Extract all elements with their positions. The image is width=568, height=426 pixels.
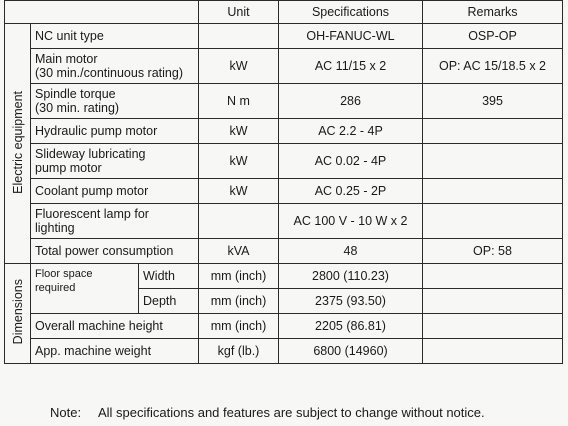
row-label-weight: App. machine weight	[31, 339, 199, 364]
spec-total-power: 48	[279, 239, 423, 264]
table-row	[5, 179, 563, 204]
table-row	[5, 49, 563, 84]
table-row	[5, 339, 563, 364]
group-electric-equipment: Electric equipment	[5, 24, 31, 264]
unit-fluorescent-lamp	[199, 204, 279, 239]
unit-coolant-pump: kW	[199, 179, 279, 204]
spec-slideway-pump: AC 0.02 - 4P	[279, 144, 423, 179]
table-row	[5, 314, 563, 339]
footnote	[50, 405, 485, 420]
row-label-height: Overall machine height	[31, 314, 199, 339]
header-row	[5, 1, 563, 24]
remarks-weight	[423, 339, 563, 364]
row-label-coolant-pump: Coolant pump motor	[31, 179, 199, 204]
spec-main-motor: AC 11/15 x 2	[279, 49, 423, 84]
unit-hydraulic-pump: kW	[199, 119, 279, 144]
spec-fluorescent-lamp: AC 100 V - 10 W x 2	[279, 204, 423, 239]
remarks-fluorescent-lamp	[423, 204, 563, 239]
remarks-spindle-torque: 395	[423, 84, 563, 119]
header-specifications: Specifications	[279, 1, 423, 24]
unit-weight: kgf (lb.)	[199, 339, 279, 364]
spec-depth: 2375 (93.50)	[279, 289, 423, 314]
unit-height: mm (inch)	[199, 314, 279, 339]
spec-coolant-pump: AC 0.25 - 2P	[279, 179, 423, 204]
table-row	[5, 24, 563, 49]
spec-spindle-torque: 286	[279, 84, 423, 119]
unit-depth: mm (inch)	[199, 289, 279, 314]
group-dimensions: Dimensions	[5, 264, 31, 364]
row-label-total-power: Total power consumption	[31, 239, 199, 264]
remarks-total-power: OP: 58	[423, 239, 563, 264]
table-row	[5, 204, 563, 239]
unit-spindle-torque: N m	[199, 84, 279, 119]
unit-total-power: kVA	[199, 239, 279, 264]
unit-slideway-pump: kW	[199, 144, 279, 179]
table-row	[5, 264, 563, 289]
spec-table	[4, 0, 563, 364]
remarks-width	[423, 264, 563, 289]
remarks-main-motor: OP: AC 15/18.5 x 2	[423, 49, 563, 84]
remarks-hydraulic-pump	[423, 119, 563, 144]
unit-main-motor: kW	[199, 49, 279, 84]
header-unit: Unit	[199, 1, 279, 24]
unit-nc-unit	[199, 24, 279, 49]
row-label-floor-space: Floor space required	[31, 264, 139, 314]
remarks-slideway-pump	[423, 144, 563, 179]
table-row	[5, 119, 563, 144]
table-row	[5, 144, 563, 179]
spec-weight: 6800 (14960)	[279, 339, 423, 364]
row-label-width: Width	[139, 264, 199, 289]
table-row	[5, 239, 563, 264]
row-label-depth: Depth	[139, 289, 199, 314]
header-remarks: Remarks	[423, 1, 563, 24]
table-row	[5, 84, 563, 119]
remarks-nc-unit: OSP-OP	[423, 24, 563, 49]
spec-hydraulic-pump: AC 2.2 - 4P	[279, 119, 423, 144]
spec-nc-unit: OH-FANUC-WL	[279, 24, 423, 49]
remarks-depth	[423, 289, 563, 314]
footnote-text: All specifications and features are subject to change without notice.	[98, 405, 485, 420]
row-label-slideway-pump: Slideway lubricating pump motor	[31, 144, 199, 179]
unit-width: mm (inch)	[199, 264, 279, 289]
row-label-main-motor: Main motor (30 min./continuous rating)	[31, 49, 199, 84]
header-blank	[5, 1, 199, 24]
spec-height: 2205 (86.81)	[279, 314, 423, 339]
row-label-hydraulic-pump: Hydraulic pump motor	[31, 119, 199, 144]
row-label-fluorescent-lamp: Fluorescent lamp for lighting	[31, 204, 199, 239]
remarks-height	[423, 314, 563, 339]
spec-width: 2800 (110.23)	[279, 264, 423, 289]
row-label-spindle-torque: Spindle torque (30 min. rating)	[31, 84, 199, 119]
remarks-coolant-pump	[423, 179, 563, 204]
footnote-label: Note:	[50, 405, 82, 420]
row-label-nc-unit: NC unit type	[31, 24, 199, 49]
